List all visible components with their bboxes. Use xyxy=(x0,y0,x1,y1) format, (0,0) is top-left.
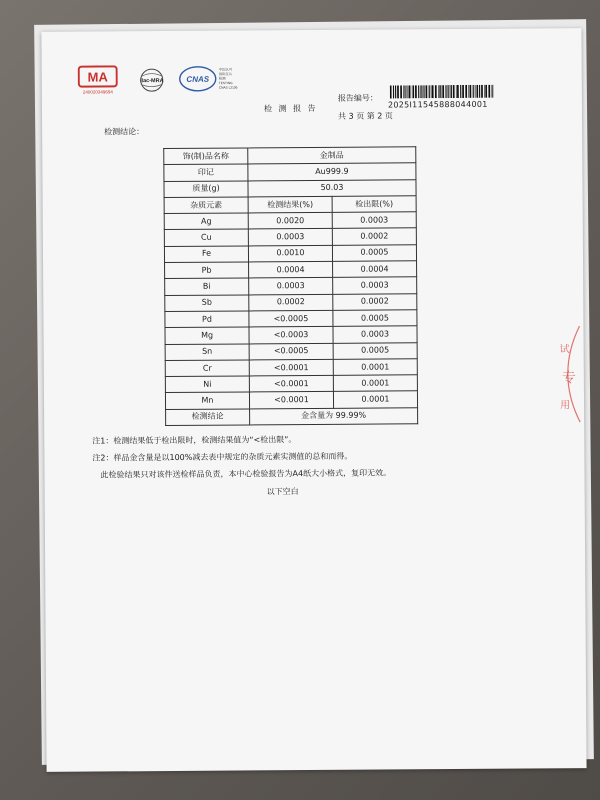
element-cell: Bi xyxy=(165,278,249,295)
table-row-mass xyxy=(164,179,416,197)
barcode-bar xyxy=(439,85,440,98)
element-cell: Pb xyxy=(165,262,249,279)
barcode-bar xyxy=(395,85,396,98)
result-value: 金含量为 99.99% xyxy=(250,408,418,425)
header-result: 检测结果(%) xyxy=(248,196,332,213)
barcode-bar xyxy=(440,85,441,98)
limit-cell: 0.0005 xyxy=(332,245,416,262)
barcode-bar xyxy=(408,85,409,98)
table-row xyxy=(165,391,417,409)
barcode-bar xyxy=(457,85,459,98)
mark-label: 印记 xyxy=(164,164,248,181)
table-row-conclusion xyxy=(166,408,418,426)
limit-cell: 0.0002 xyxy=(332,228,416,245)
barcode-bar xyxy=(456,85,457,98)
barcode-bar xyxy=(477,85,478,98)
stamp-char-0: 试 xyxy=(559,344,570,356)
barcode-bar xyxy=(421,85,422,98)
barcode-bar xyxy=(404,85,405,98)
barcode-bar xyxy=(460,85,461,98)
limit-cell: 0.0001 xyxy=(333,359,417,376)
end-marker: 以下空白 xyxy=(266,487,299,497)
element-cell: Mg xyxy=(165,327,249,344)
barcode-bar xyxy=(420,85,421,98)
element-cell: Cr xyxy=(165,360,249,377)
report-page xyxy=(41,28,586,772)
result-cell: <0.0005 xyxy=(249,310,333,327)
table-row xyxy=(165,326,417,344)
cnas-small-text-2: 检测 xyxy=(218,76,226,81)
table-header-row xyxy=(164,196,416,214)
note-2: 注2：样品金含量是以100%减去表中规定的杂质元素实测值的总和而得。 xyxy=(92,451,353,463)
result-cell: <0.0001 xyxy=(249,359,333,376)
table-row xyxy=(165,261,417,279)
barcode-bar xyxy=(438,85,439,98)
barcode-bar xyxy=(484,85,485,98)
element-cell: Ag xyxy=(164,213,248,230)
limit-cell: 0.0005 xyxy=(333,310,417,327)
cnas-small-text-0: 中国认可 xyxy=(218,67,233,72)
table-row xyxy=(164,245,416,263)
barcode-bar xyxy=(442,85,444,98)
limit-cell: 0.0005 xyxy=(333,342,417,359)
cnas-small-text-4: CNAS L2136 xyxy=(218,85,238,90)
cnas-logo-text: CNAS xyxy=(186,74,210,84)
result-cell: <0.0005 xyxy=(249,343,333,360)
element-cell: Cu xyxy=(164,229,248,246)
barcode-bar xyxy=(479,85,480,98)
barcode-bar xyxy=(448,85,449,98)
barcode-bar xyxy=(451,85,452,98)
stamp-char-2: 用 xyxy=(560,400,571,412)
page-count: 共 3 页 第 2 页 xyxy=(337,111,393,121)
barcode-bar xyxy=(465,85,467,98)
table-row xyxy=(165,277,417,295)
barcode-bar xyxy=(429,85,430,98)
barcode-bar xyxy=(488,85,490,98)
table-row xyxy=(164,212,416,230)
table-row xyxy=(165,375,417,393)
product-label: 饰(制)品名称 xyxy=(164,148,248,165)
element-cell: Sb xyxy=(165,295,249,312)
barcode-bar xyxy=(485,85,487,98)
result-cell: <0.0003 xyxy=(249,327,333,344)
result-cell: 0.0004 xyxy=(249,261,333,278)
limit-cell: 0.0003 xyxy=(332,212,416,229)
barcode-bar xyxy=(409,85,411,98)
barcode-bar xyxy=(397,85,399,98)
barcode-bar xyxy=(426,85,428,98)
barcode-bar xyxy=(418,85,419,98)
cnas-small-text-3: TESTING xyxy=(218,81,233,86)
result-cell: <0.0001 xyxy=(249,392,333,409)
stamp-char-1: 专 xyxy=(561,370,576,387)
result-cell: 0.0020 xyxy=(248,213,332,230)
result-cell: 0.0003 xyxy=(248,229,332,246)
element-cell: Pd xyxy=(165,311,249,328)
table-row xyxy=(164,228,416,246)
barcode-bar xyxy=(453,85,455,98)
results-table xyxy=(163,146,418,426)
barcode-bar xyxy=(432,85,434,98)
result-cell: <0.0001 xyxy=(249,376,333,393)
product-value: 金制品 xyxy=(248,147,416,164)
table-row xyxy=(165,359,417,377)
cnas-logo xyxy=(178,64,258,93)
limit-cell: 0.0001 xyxy=(333,375,417,392)
barcode-bar xyxy=(462,85,464,98)
table-row-mark xyxy=(164,163,416,181)
report-number: 2025I11545888044001 xyxy=(387,99,488,110)
cma-logo xyxy=(78,65,118,95)
note-3: 此检验结果只对该件送检样品负责，本中心检验报告为A4纸大小格式，复印无效。 xyxy=(100,468,392,480)
element-cell: Mn xyxy=(165,392,249,409)
note-1: 注1：检测结果低于检出限时，检测结果值为“<检出限”。 xyxy=(92,435,297,446)
report-number-label: 报告编号： xyxy=(337,93,378,103)
element-cell: Sn xyxy=(165,344,249,361)
table-row xyxy=(165,310,417,328)
limit-cell: 0.0004 xyxy=(333,261,417,278)
barcode-bar xyxy=(415,85,417,98)
element-cell: Ni xyxy=(165,376,249,393)
barcode-bar xyxy=(413,85,414,98)
report-title: 检 测 报 告 xyxy=(263,103,318,114)
cma-logo-number: 240020349694 xyxy=(82,89,113,95)
barcode-bar xyxy=(445,85,446,98)
barcode-bar xyxy=(403,85,404,98)
barcode-bar xyxy=(481,85,483,98)
header-limit: 检出限(%) xyxy=(332,196,416,213)
result-cell: 0.0002 xyxy=(249,294,333,311)
mass-label: 质量(g) xyxy=(164,181,248,198)
result-cell: 0.0003 xyxy=(249,278,333,295)
conclusion-label: 检测结论： xyxy=(104,127,145,137)
header-element: 杂质元素 xyxy=(164,197,248,214)
barcode-bar xyxy=(435,85,437,98)
barcode-bar xyxy=(407,85,408,98)
result-cell: 0.0010 xyxy=(248,245,332,262)
table-row xyxy=(165,342,417,360)
limit-cell: 0.0002 xyxy=(333,293,417,310)
barcode-bar xyxy=(492,85,493,98)
mass-value: 50.03 xyxy=(248,179,416,196)
limit-cell: 0.0003 xyxy=(333,326,417,343)
barcode-bar xyxy=(400,85,402,98)
element-cell: Fe xyxy=(164,246,248,263)
barcode-bar xyxy=(412,85,413,98)
limit-cell: 0.0001 xyxy=(333,391,417,408)
cnas-small-text-1: 国际互认 xyxy=(218,72,233,77)
barcode-bar xyxy=(470,85,472,98)
barcode-bar xyxy=(476,85,477,98)
result-label: 检测结论 xyxy=(166,409,250,426)
barcode-bar xyxy=(450,85,451,98)
cma-logo-text: MA xyxy=(87,69,108,85)
table-row xyxy=(165,293,417,311)
mark-value: Au999.9 xyxy=(248,163,416,180)
table-row-product xyxy=(164,147,416,165)
barcode-bar xyxy=(390,85,392,98)
partial-seal-stamp xyxy=(549,324,590,424)
barcode-bar xyxy=(475,85,476,98)
report-barcode xyxy=(390,85,494,99)
barcode-bar xyxy=(468,85,469,98)
ilac-mra-logo xyxy=(132,67,172,93)
ilac-mra-logo-text: ilac-MRA xyxy=(139,78,164,85)
barcode-bar xyxy=(423,85,424,98)
barcode-bar xyxy=(393,85,394,98)
barcode-bar xyxy=(473,85,474,98)
barcode-bar xyxy=(431,85,432,98)
limit-cell: 0.0003 xyxy=(333,277,417,294)
